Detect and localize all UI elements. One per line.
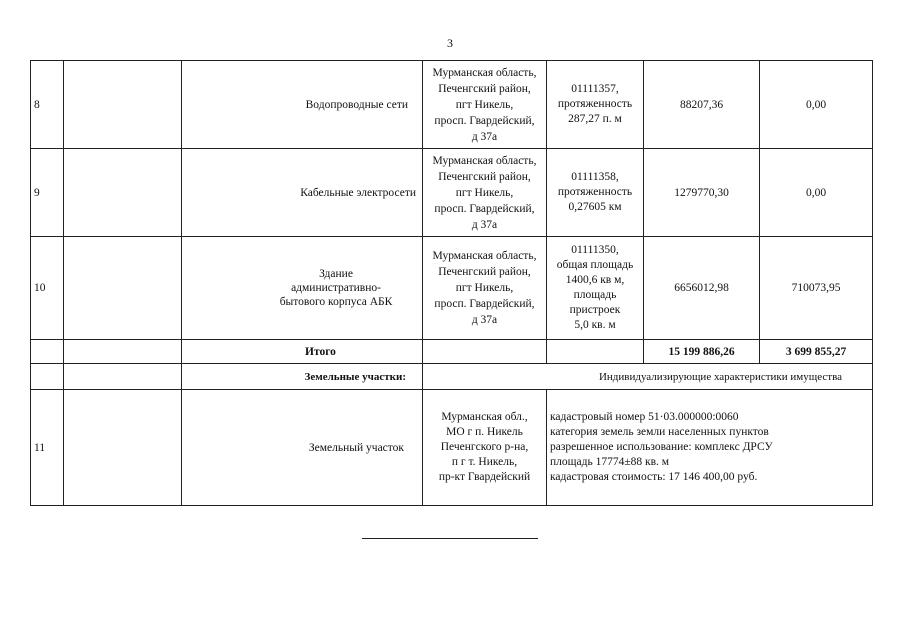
book-value: 88207,36 xyxy=(644,61,760,149)
property-registry-table xyxy=(30,60,873,506)
total-label: Итого xyxy=(182,340,423,364)
address-line: Печенгского р-на, xyxy=(440,441,529,453)
characteristic-line: 1400,6 кв м, xyxy=(565,274,625,286)
object-address xyxy=(423,61,547,149)
residual-value: 710073,95 xyxy=(760,237,873,340)
address-line: д 37а xyxy=(471,314,498,326)
characteristic-line: кадастровый номер 51·03.000000:0060 xyxy=(550,411,739,423)
empty-cell xyxy=(64,364,182,390)
address-line: просп. Гвардейский, xyxy=(434,298,535,310)
empty-cell xyxy=(64,61,182,149)
land-address xyxy=(423,390,547,506)
characteristic-line: 01111358, xyxy=(571,171,619,183)
object-characteristics xyxy=(547,61,644,149)
table-row xyxy=(31,61,873,149)
characteristics-header: Индивидуализирующие характеристики имущества xyxy=(423,364,873,390)
characteristic-line: пристроек xyxy=(569,304,621,316)
characteristic-line: категория земель земли населенных пунктов xyxy=(550,426,769,438)
row-number: 9 xyxy=(31,149,64,237)
address-line: п г т. Никель, xyxy=(451,456,518,468)
address-line: пгт Никель, xyxy=(455,282,514,294)
row-number: 8 xyxy=(31,61,64,149)
characteristic-line: площадь xyxy=(573,289,617,301)
address-line: Печенгский район, xyxy=(438,82,531,95)
object-name: Водопроводные сети xyxy=(182,61,423,149)
characteristic-line: 0,27605 км xyxy=(568,201,622,213)
characteristic-line: 01111357, xyxy=(571,83,619,95)
land-section-label: Земельные участки: xyxy=(182,364,423,390)
address-line: Мурманская область, xyxy=(432,66,537,79)
land-characteristics xyxy=(547,390,873,506)
characteristic-line: 01111350, xyxy=(571,244,619,256)
address-line: Мурманская область, xyxy=(432,154,537,167)
address-line: Печенгский район, xyxy=(438,266,531,278)
land-name: Земельный участок xyxy=(182,390,423,506)
characteristic-line: 5,0 кв. м xyxy=(574,319,616,331)
address-line: Мурманская обл., xyxy=(441,411,528,423)
row-number: 10 xyxy=(31,237,64,340)
total-row xyxy=(31,340,873,364)
table-row xyxy=(31,390,873,506)
characteristic-line: 287,27 п. м xyxy=(568,113,622,125)
object-name xyxy=(182,237,423,340)
object-characteristics xyxy=(547,149,644,237)
table-row xyxy=(31,237,873,340)
empty-cell xyxy=(547,340,644,364)
address-line: просп. Гвардейский, xyxy=(434,202,535,215)
book-value: 6656012,98 xyxy=(644,237,760,340)
closing-rule xyxy=(362,538,538,539)
object-name: Кабельные электросети xyxy=(182,149,423,237)
address-line: д 37а xyxy=(471,130,498,143)
residual-value: 0,00 xyxy=(760,61,873,149)
address-line: пгт Никель, xyxy=(455,186,514,199)
characteristic-line: кадастровая стоимость: 17 146 400,00 руб. xyxy=(550,471,758,483)
address-line: Печенгский район, xyxy=(438,170,531,183)
empty-cell xyxy=(64,237,182,340)
address-line: пгт Никель, xyxy=(455,98,514,111)
address-line: МО г п. Никель xyxy=(446,426,523,438)
characteristic-line: общая площадь xyxy=(556,259,634,271)
object-characteristics xyxy=(547,237,644,340)
page-number: 3 xyxy=(447,36,453,50)
empty-cell xyxy=(64,390,182,506)
object-name-line: Здание xyxy=(319,268,353,280)
residual-value: 0,00 xyxy=(760,149,873,237)
empty-cell xyxy=(64,340,182,364)
book-value: 1279770,30 xyxy=(644,149,760,237)
total-residual-value: 3 699 855,27 xyxy=(760,340,873,364)
characteristic-line: площадь 17774±88 кв. м xyxy=(550,456,670,468)
empty-cell xyxy=(31,340,64,364)
address-line: пр-кт Гвардейский xyxy=(438,471,531,483)
empty-cell xyxy=(423,340,547,364)
object-address xyxy=(423,237,547,340)
land-section-header-row xyxy=(31,364,873,390)
address-line: просп. Гвардейский, xyxy=(434,114,535,127)
empty-cell xyxy=(31,364,64,390)
characteristic-line: разрешенное использование: комплекс ДРСУ xyxy=(550,441,773,453)
characteristic-line: протяженность xyxy=(557,98,633,110)
object-address xyxy=(423,149,547,237)
table-row xyxy=(31,149,873,237)
characteristic-line: протяженность xyxy=(557,186,633,198)
empty-cell xyxy=(64,149,182,237)
row-number: 11 xyxy=(31,390,64,506)
address-line: д 37а xyxy=(471,218,498,231)
total-book-value: 15 199 886,26 xyxy=(644,340,760,364)
object-name-line: бытового корпуса АБК xyxy=(279,296,393,308)
object-name-line: административно- xyxy=(291,282,381,294)
address-line: Мурманская область, xyxy=(432,250,537,262)
